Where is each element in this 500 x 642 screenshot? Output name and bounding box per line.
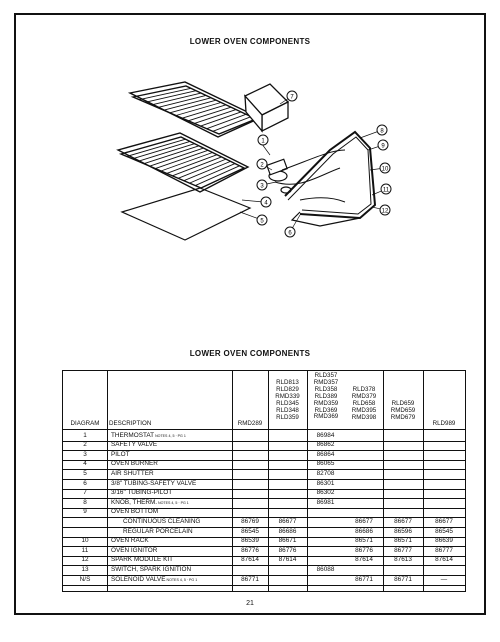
svg-text:6: 6 — [288, 230, 292, 237]
svg-text:2: 2 — [260, 162, 264, 169]
callout-4 — [261, 197, 271, 207]
callout-5 — [257, 215, 267, 225]
header-col2-model: RLD359 — [276, 413, 299, 421]
svg-text:5: 5 — [260, 218, 264, 225]
header-col2-model: RMD339 — [275, 392, 300, 400]
row-part-number: 86677 — [355, 517, 373, 525]
header-col5-model: RMD679 — [390, 413, 416, 421]
row-part-number: 86686 — [278, 527, 297, 535]
row-part-number: 87613 — [394, 556, 412, 564]
header-col3-model: RLD369 — [314, 406, 338, 414]
header-col4-model: RMD379 — [351, 392, 377, 400]
row-part-number: 86771 — [241, 575, 259, 583]
header-col4-model: RLD378 — [352, 386, 376, 393]
svg-text:11: 11 — [382, 187, 390, 194]
header-col5-model: RMD659 — [390, 406, 416, 414]
header-col4-model: RMD398 — [351, 413, 377, 421]
row-part-number: — — [440, 575, 448, 583]
safety-valve — [267, 159, 291, 193]
header-col4-model: RMD395 — [351, 406, 377, 414]
callout-3 — [257, 180, 267, 190]
row-part-number: 87614 — [435, 556, 453, 564]
diagram-title: LOWER OVEN COMPONENTS — [189, 37, 311, 46]
row-description: PILOT — [111, 450, 130, 458]
svg-text:3: 3 — [260, 183, 264, 190]
row-part-number: 86981 — [316, 498, 335, 506]
row-part-number: 86639 — [435, 537, 453, 545]
row-diagram-number: 10 — [81, 537, 89, 545]
header-col5-model: RLD659 — [391, 400, 415, 407]
spark-module — [245, 84, 288, 131]
oven-burner — [285, 132, 375, 226]
row-description: OVEN RACK — [111, 537, 149, 545]
row-diagram-number: 11 — [81, 546, 89, 554]
row-part-number: 86571 — [355, 537, 373, 545]
row-diagram-number: 8 — [83, 498, 87, 506]
svg-text:7: 7 — [290, 94, 294, 101]
row-description: 3/16" TUBING-PILOT — [111, 489, 173, 497]
row-diagram-number: N/S — [79, 575, 91, 583]
callout-12 — [380, 205, 390, 215]
row-diagram-number: 6 — [83, 479, 87, 487]
row-description: SAFETY VALVE — [111, 441, 158, 449]
row-part-number: 86686 — [355, 527, 373, 535]
header-col3-model: RMD357 — [313, 378, 339, 386]
oven-rack-upper — [130, 82, 260, 137]
row-part-number: 86862 — [316, 441, 335, 449]
oven-rack-lower — [118, 133, 248, 192]
svg-text:8: 8 — [380, 128, 384, 135]
header-diagram: DIAGRAM — [70, 420, 100, 427]
row-diagram-number: 7 — [83, 489, 87, 497]
row-note: NOTES 4, 5 · PG 1 — [165, 577, 198, 582]
header-col6: RLD989 — [432, 420, 456, 427]
row-part-number: 86677 — [394, 517, 412, 525]
page-number: 21 — [246, 600, 254, 607]
row-description: AIR SHUTTER — [111, 469, 154, 477]
row-part-number: 86677 — [435, 517, 453, 525]
row-part-number: 82708 — [316, 469, 335, 477]
header-col3-model: RMD359 — [313, 399, 339, 407]
row-diagram-number: 12 — [81, 556, 89, 564]
row-part-number: 86776 — [241, 546, 259, 554]
row-part-number: 86864 — [316, 450, 335, 458]
row-note: NOTES 4, 5 · PG 1 — [157, 500, 189, 505]
header-col3-model: RLD358 — [314, 385, 338, 393]
row-part-number: 86545 — [241, 527, 259, 535]
row-description: REGULAR PORCELAIN — [123, 527, 193, 535]
row-diagram-number: 1 — [83, 431, 87, 439]
parts-table — [62, 370, 466, 592]
row-description: OVEN BURNER — [111, 460, 158, 468]
callout-10 — [380, 163, 390, 173]
row-part-number: 87614 — [241, 556, 259, 564]
row-part-number: 86539 — [241, 537, 259, 545]
row-part-number: 86677 — [278, 517, 297, 525]
header-col2-model: RLD813 — [276, 379, 299, 386]
row-diagram-number: 4 — [83, 460, 87, 468]
header-col3 — [307, 373, 345, 421]
row-description: OVEN IGNITOR — [111, 546, 158, 554]
header-col1: RMD289 — [237, 420, 263, 427]
header-col4-model: RLD658 — [352, 399, 376, 407]
row-description: THERMOSTAT NOTES 4, 5 · PG 1 — [111, 431, 186, 439]
row-part-number: 86776 — [355, 546, 373, 554]
callout-7 — [287, 91, 297, 101]
header-col3-model: RMD369 — [313, 413, 339, 421]
row-description: CONTINUOUS CLEANING — [123, 517, 201, 525]
row-description: SPARK MODULE KIT — [111, 556, 174, 564]
row-part-number: 87614 — [278, 556, 297, 564]
callout-8 — [377, 125, 387, 135]
row-note: NOTES 4, 5 · PG 1 — [154, 433, 186, 438]
row-part-number: 86769 — [241, 517, 259, 525]
header-col2 — [268, 380, 307, 421]
row-part-number: 86302 — [316, 489, 335, 497]
row-part-number: 86571 — [394, 537, 412, 545]
row-diagram-number: 2 — [83, 441, 87, 449]
header-col2-model: RLD348 — [276, 406, 299, 414]
row-part-number: 86771 — [394, 575, 412, 583]
svg-text:4: 4 — [264, 200, 268, 207]
callout-11 — [381, 184, 391, 194]
header-col2-model: RLD829 — [276, 385, 299, 393]
row-part-number: 86777 — [394, 546, 412, 554]
row-part-number: 86984 — [316, 431, 335, 439]
svg-text:1: 1 — [261, 138, 265, 145]
row-part-number: 86065 — [316, 460, 335, 468]
row-diagram-number: 5 — [83, 469, 87, 477]
row-part-number: 86301 — [316, 479, 335, 487]
callout-9 — [378, 140, 388, 150]
header-col2-model: RLD345 — [276, 399, 299, 407]
callout-1 — [258, 135, 268, 145]
row-description: OVEN BOTTOM — [111, 508, 159, 516]
svg-text:12: 12 — [381, 208, 389, 215]
row-part-number: 86671 — [278, 537, 297, 545]
oven-bottom-plate — [122, 188, 250, 240]
row-diagram-number: 9 — [83, 508, 87, 516]
header-col3-model: RLD389 — [314, 392, 338, 400]
header-col4 — [345, 387, 383, 422]
header-col5 — [383, 401, 423, 422]
row-description: KNOB, THERM. NOTES 4, 5 · PG 1 — [111, 498, 189, 506]
callout-2 — [257, 159, 267, 169]
row-part-number: 86545 — [435, 527, 453, 535]
row-description: SWITCH, SPARK IGNITION — [111, 565, 192, 573]
svg-text:9: 9 — [381, 143, 385, 150]
header-description: DESCRIPTION — [109, 420, 152, 427]
row-part-number: 86776 — [278, 546, 297, 554]
row-description: 3/8" TUBING-SAFETY VALVE — [111, 479, 197, 487]
table-title: LOWER OVEN COMPONENTS — [189, 349, 311, 358]
row-diagram-number: 3 — [83, 450, 87, 458]
header-col3-model: RLD357 — [314, 372, 338, 379]
row-part-number: 86596 — [394, 527, 412, 535]
svg-text:10: 10 — [381, 166, 389, 173]
row-part-number: 86777 — [435, 546, 453, 554]
row-description: SOLENOID VALVE NOTES 4, 5 · PG 1 — [111, 575, 198, 583]
row-diagram-number: 13 — [81, 565, 89, 573]
callout-6 — [285, 227, 295, 237]
row-part-number: 86088 — [316, 565, 335, 573]
row-part-number: 86771 — [355, 575, 373, 583]
row-part-number: 87614 — [355, 556, 373, 564]
